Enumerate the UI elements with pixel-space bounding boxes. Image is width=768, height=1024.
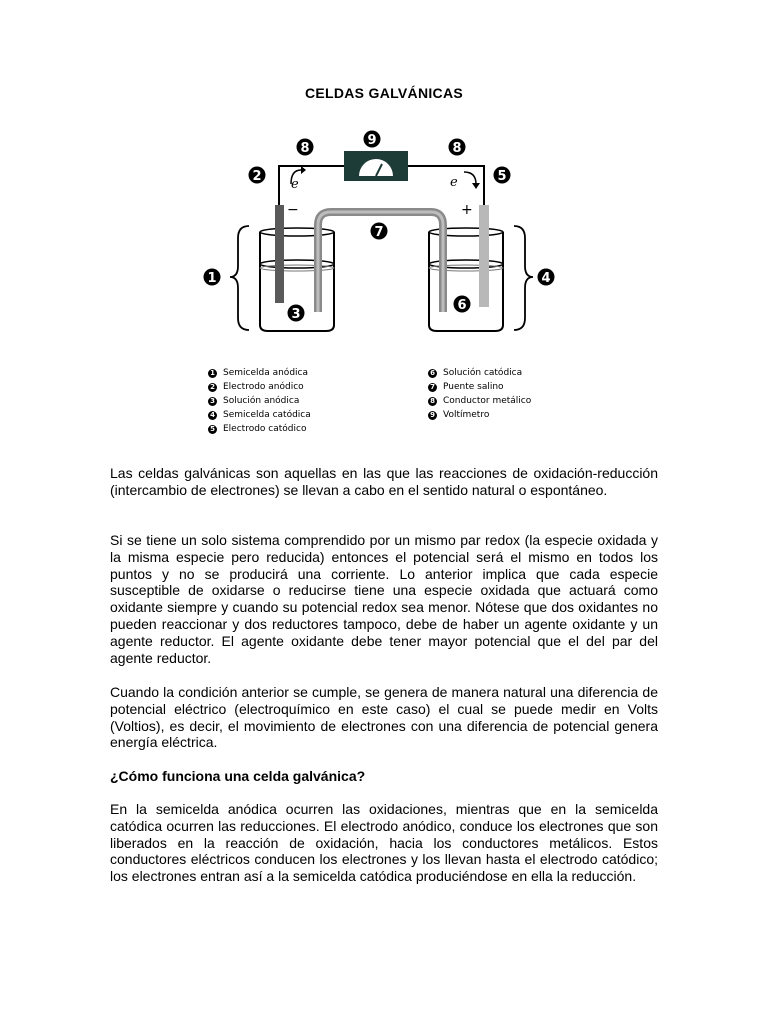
legend-item	[208, 366, 311, 380]
bubble-2	[249, 167, 266, 185]
legend-number: 1	[208, 369, 217, 378]
legend-item	[428, 366, 531, 380]
legend-item	[208, 422, 311, 436]
legend-number: 8	[428, 397, 437, 406]
paragraph-potential: Cuando la condición anterior se cumple, se genera de manera natural una diferencia de potencial eléctrico (electroquímico en este caso) el cual se puede medir en Volts (Voltios), es decir, el movimiento de electrones con una diferencia de potencial genera energía eléctrica.	[110, 684, 658, 751]
svg-text:8: 8	[300, 141, 310, 156]
bubble-9	[364, 131, 381, 149]
svg-text:8: 8	[452, 141, 462, 156]
anode-electrode	[275, 205, 284, 303]
minus-sign: −	[287, 202, 299, 218]
legend-number: 9	[428, 411, 437, 420]
bubble-5	[494, 167, 511, 185]
electron-arrow-left	[291, 166, 306, 192]
bubble-6	[454, 296, 471, 314]
electron-label-right: e	[450, 175, 458, 190]
svg-text:1: 1	[207, 271, 217, 286]
bubble-8-right	[449, 139, 466, 157]
legend-label: Semicelda catódica	[223, 410, 311, 420]
svg-text:9: 9	[367, 133, 377, 148]
paragraph-redox: Si se tiene un solo sistema comprendido por un mismo par redox (la especie oxidada y la misma especie pero reducida) entonces el potencial será el mismo en todos los puntos y no se producirá una corriente. Lo anterior implica que cada especie susceptible de oxidarse o reducirse tiene una especie oxidada que actuará como oxidante siempre y cuando su potencial redox sea menor. Nótese que dos oxidantes no pueden reaccionar y dos reductores tampoco, debe de haber un agente oxidante y un agente reductor. El agente oxidante debe tener mayor potencial que el del par del agente reductor.	[110, 532, 658, 666]
legend-number: 6	[428, 369, 437, 378]
section-heading: ¿Cómo funciona una celda galvánica?	[110, 768, 366, 784]
legend-label: Solución catódica	[443, 368, 523, 378]
cathode-electrode	[479, 205, 489, 307]
legend-number: 2	[208, 383, 217, 392]
svg-text:7: 7	[374, 225, 384, 240]
legend-item	[428, 394, 531, 408]
bubble-7	[371, 223, 388, 241]
svg-text:4: 4	[541, 271, 551, 286]
legend-label: Electrodo catódico	[223, 424, 307, 434]
legend-label: Puente salino	[443, 382, 504, 392]
legend-item	[208, 394, 311, 408]
metal-conductor-right	[408, 166, 484, 205]
bubble-4	[538, 269, 555, 287]
legend-item	[208, 380, 311, 394]
brace-right	[514, 226, 533, 330]
legend-right	[428, 366, 531, 422]
legend-number: 3	[208, 397, 217, 406]
legend-label: Voltímetro	[443, 410, 490, 420]
voltmeter	[344, 151, 408, 181]
svg-text:2: 2	[252, 169, 262, 184]
metal-conductor-left	[279, 166, 345, 205]
galvanic-cell-diagram	[0, 0, 768, 360]
page-title: CELDAS GALVÁNICAS	[304, 85, 464, 101]
legend-item	[428, 408, 531, 422]
legend-label: Semicelda anódica	[223, 368, 308, 378]
paragraph-intro: Las celdas galvánicas son aquellas en las que las reacciones de oxidación-reducción (intercambio de electrones) se llevan a cabo en el sentido natural o espontáneo.	[110, 465, 658, 498]
legend-label: Conductor metálico	[443, 396, 532, 406]
legend-number: 5	[208, 425, 217, 434]
bubble-1	[204, 269, 221, 287]
legend-item	[208, 408, 311, 422]
svg-text:3: 3	[291, 307, 301, 322]
legend-item	[428, 380, 531, 394]
electron-arrow-right	[450, 172, 480, 190]
paragraph-how-it-works: En la semicelda anódica ocurren las oxidaciones, mientras que en la semicelda catódica ocurren las reducciones. El electrodo anódico, conduce los electrones que son liberados en la reacción de oxidación, hacia los conductores metálicos. Estos conductores eléctricos conducen los electrones y los llevan hasta el electrodo catódico; los electrones entran así a la semicelda catódica produciéndose en ella la reducción.	[110, 801, 658, 885]
brace-left	[230, 226, 249, 330]
bubble-3	[288, 305, 305, 323]
legend-left	[208, 366, 311, 436]
legend-number: 7	[428, 383, 437, 392]
svg-text:6: 6	[457, 298, 467, 313]
legend-label: Solución anódica	[223, 396, 300, 406]
legend-number: 4	[208, 411, 217, 420]
bubble-8-left	[297, 139, 314, 157]
electron-label-left: e	[291, 177, 299, 192]
legend-label: Electrodo anódico	[223, 382, 304, 392]
plus-sign: +	[461, 202, 473, 218]
svg-text:5: 5	[497, 169, 507, 184]
